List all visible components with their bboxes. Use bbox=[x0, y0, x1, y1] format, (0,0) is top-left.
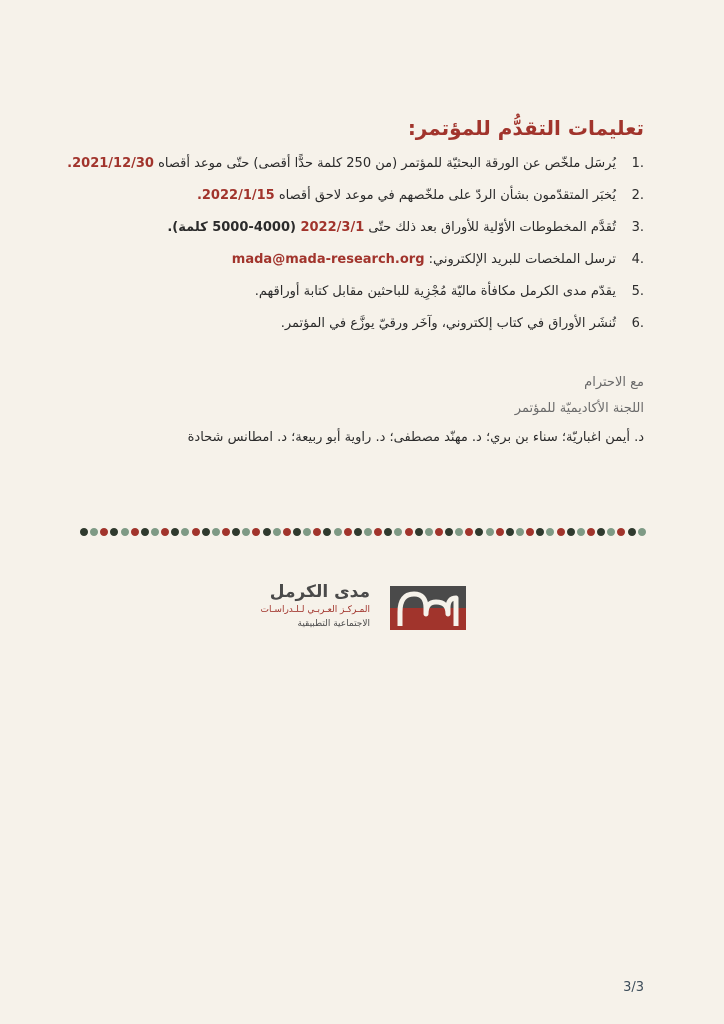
divider-dot bbox=[354, 528, 362, 536]
divider-dot bbox=[252, 528, 260, 536]
divider-dot bbox=[192, 528, 200, 536]
divider-dot bbox=[425, 528, 433, 536]
logo bbox=[258, 582, 468, 632]
divider-dot bbox=[293, 528, 301, 536]
divider-dot bbox=[100, 528, 108, 536]
divider-dot bbox=[110, 528, 118, 536]
deadline-date: 2021/12/30 bbox=[72, 156, 154, 171]
divider-dot bbox=[587, 528, 595, 536]
deadline-date: 2022/3/1 bbox=[300, 220, 365, 235]
list-item-number: 4. bbox=[631, 252, 644, 267]
list-item-number: 6. bbox=[631, 316, 644, 331]
divider-dot bbox=[557, 528, 565, 536]
closing-regards: مع الاحترام bbox=[584, 375, 644, 390]
divider-dot bbox=[617, 528, 625, 536]
divider-dot bbox=[232, 528, 240, 536]
divider-dot bbox=[405, 528, 413, 536]
signatories: د. أيمن اغباريّة؛ سناء بن بري؛ د. مهنّد مصطفى؛ د. راوية أبو ربيعة؛ د. امطانس شحادة bbox=[187, 430, 644, 445]
list-item bbox=[44, 152, 644, 184]
logo-subtitle-line1: المـركـز العـربـي لـلـدراسـات bbox=[260, 605, 370, 615]
divider-dot bbox=[465, 528, 473, 536]
divider-dot bbox=[141, 528, 149, 536]
list-item bbox=[44, 280, 644, 312]
divider-dot bbox=[445, 528, 453, 536]
divider-dot bbox=[161, 528, 169, 536]
list-item-text: ترسل الملخصات للبريد الإلكتروني: mada@mada-research.org bbox=[231, 252, 616, 267]
divider-dot bbox=[364, 528, 372, 536]
divider-dot bbox=[313, 528, 321, 536]
list-item-number: 1. bbox=[631, 156, 644, 171]
divider-dot bbox=[131, 528, 139, 536]
divider-dot bbox=[597, 528, 605, 536]
divider-dot bbox=[171, 528, 179, 536]
logo-subtitle-line2: الاجتماعية التطبيقية bbox=[297, 619, 370, 629]
divider-dot bbox=[90, 528, 98, 536]
list-item-number: 2. bbox=[631, 188, 644, 203]
divider-dot bbox=[384, 528, 392, 536]
closing-committee: اللجنة الأكاديميّة للمؤتمر bbox=[514, 401, 644, 416]
list-item bbox=[44, 216, 644, 248]
divider-dot bbox=[151, 528, 159, 536]
divider-dot bbox=[567, 528, 575, 536]
logo-mark-icon bbox=[390, 586, 466, 630]
divider-dot bbox=[455, 528, 463, 536]
divider-dot bbox=[607, 528, 615, 536]
list-item bbox=[44, 312, 644, 344]
divider-dot bbox=[415, 528, 423, 536]
divider-dot bbox=[323, 528, 331, 536]
divider-dot bbox=[202, 528, 210, 536]
instructions-list bbox=[44, 152, 644, 344]
divider-dot bbox=[222, 528, 230, 536]
email-link[interactable]: mada@mada-research.org bbox=[231, 252, 425, 267]
list-item-text: تُقدَّم المخطوطات الأوّلية للأوراق بعد ذلك حتّى 2022/3/1 (4000-5000 كلمة). bbox=[167, 220, 616, 235]
divider-dot bbox=[212, 528, 220, 536]
divider-dot bbox=[80, 528, 88, 536]
list-item-text: تُنشَر الأوراق في كتاب إلكتروني، وآخَر ورقيّ يوزَّع في المؤتمر. bbox=[280, 316, 616, 331]
divider-dot bbox=[344, 528, 352, 536]
divider-dot bbox=[121, 528, 129, 536]
divider-dot bbox=[628, 528, 636, 536]
divider-dot bbox=[263, 528, 271, 536]
divider-dot bbox=[577, 528, 585, 536]
divider-dot bbox=[334, 528, 342, 536]
section-heading: تعليمات التقدُّم للمؤتمر: bbox=[407, 116, 644, 140]
divider-dot bbox=[242, 528, 250, 536]
divider-dot bbox=[475, 528, 483, 536]
divider-dot bbox=[516, 528, 524, 536]
dotted-divider bbox=[80, 527, 646, 537]
divider-dot bbox=[486, 528, 494, 536]
divider-dot bbox=[496, 528, 504, 536]
list-item-text: يقدّم مدى الكرمل مكافأة ماليّة مُجْزِية للباحثين مقابل كتابة أوراقهم. bbox=[254, 284, 616, 299]
divider-dot bbox=[435, 528, 443, 536]
list-item bbox=[44, 184, 644, 216]
list-item-text: يُخبَر المتقدّمون بشأن الردّ على ملخّصهم في موعد لاحق أقصاه 2022/1/15. bbox=[196, 188, 616, 203]
divider-dot bbox=[303, 528, 311, 536]
deadline-date: 2022/1/15 bbox=[201, 188, 275, 203]
list-item-number: 5. bbox=[631, 284, 644, 299]
divider-dot bbox=[546, 528, 554, 536]
divider-dot bbox=[536, 528, 544, 536]
list-item-text: يُرسَل ملخّص عن الورقة البحثيّة للمؤتمر (من 250 كلمة حدًّا أقصى) حتّى موعد أقصاه 2021/12/30. bbox=[67, 156, 616, 171]
list-item-number: 3. bbox=[631, 220, 644, 235]
divider-dot bbox=[638, 528, 646, 536]
list-item bbox=[44, 248, 644, 280]
divider-dot bbox=[526, 528, 534, 536]
divider-dot bbox=[283, 528, 291, 536]
divider-dot bbox=[181, 528, 189, 536]
divider-dot bbox=[374, 528, 382, 536]
page-number: 3/3 bbox=[623, 980, 644, 995]
closing-block bbox=[515, 370, 644, 422]
divider-dot bbox=[273, 528, 281, 536]
logo-name: مدى الكرمل bbox=[269, 582, 370, 602]
word-count-note: (4000-5000 كلمة) bbox=[172, 220, 301, 235]
divider-dot bbox=[394, 528, 402, 536]
divider-dot bbox=[506, 528, 514, 536]
